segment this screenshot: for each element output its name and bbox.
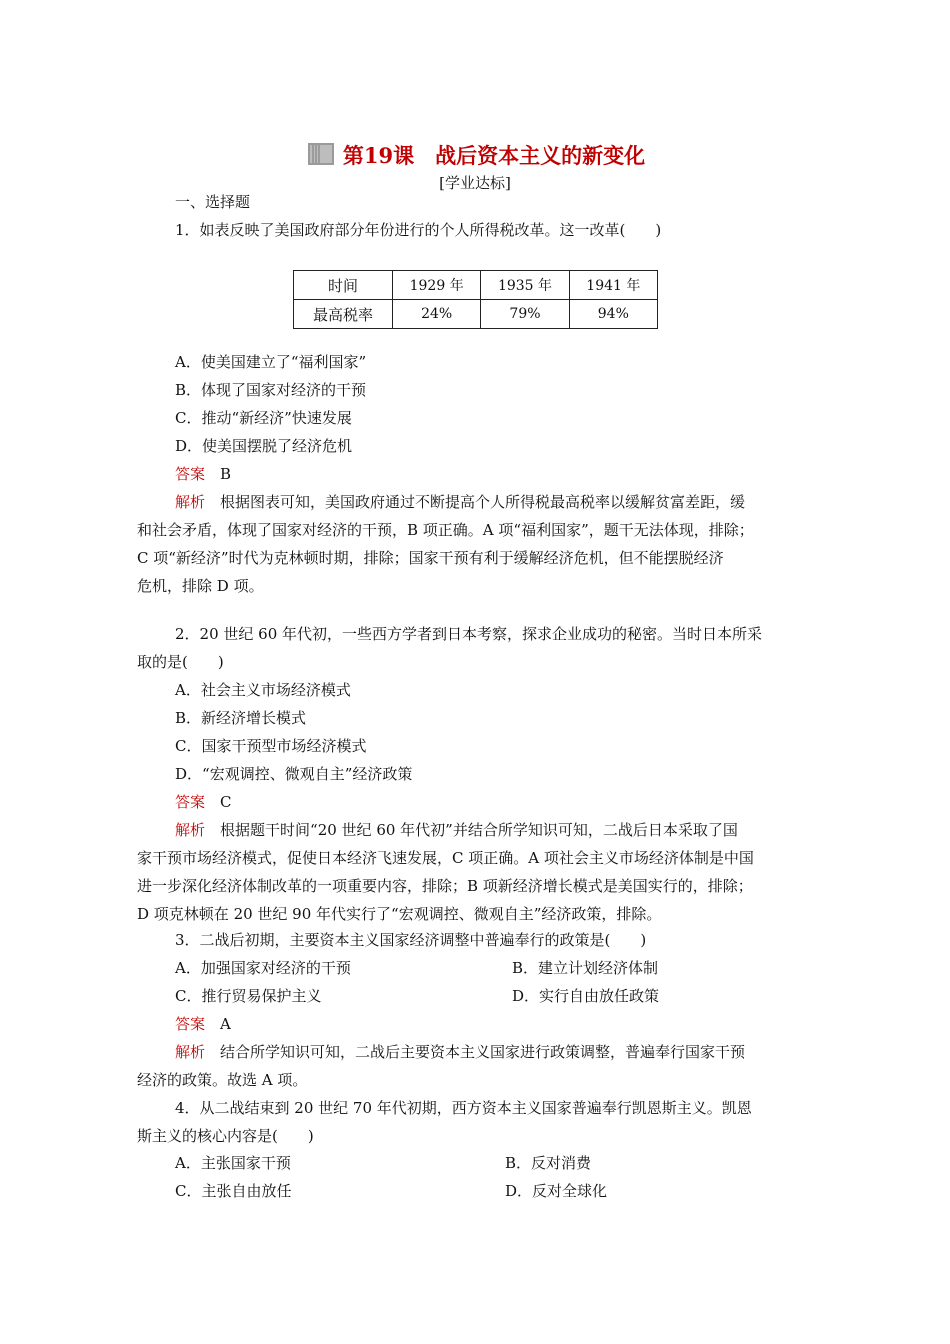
q1-analysis-line: 危机，排除 D 项。 [137, 577, 264, 595]
table-cell: 1935 年 [481, 271, 569, 300]
q3-answer [175, 1014, 231, 1034]
q4-option-b: B．反对消费 [505, 1154, 592, 1172]
q2-analysis-line: 家干预市场经济模式，促使日本经济飞速发展，C 项正确。A 项社会主义市场经济体制是中国 [137, 849, 754, 867]
q4-option-d: D．反对全球化 [505, 1182, 608, 1200]
q4-option-c: C．主张自由放任 [175, 1182, 292, 1200]
book-icon [305, 141, 337, 167]
lesson-title-text: 第19课 战后资本主义的新变化 [342, 143, 646, 168]
q2-analysis-line: 进一步深化经济体制改革的一项重要内容，排除；B 项新经济增长模式是美国实行的，排除； [137, 877, 753, 895]
q1-answer [175, 464, 231, 484]
analysis-text: 根据题干时间“20 世纪 60 年代初”并结合所学知识可知，二战后日本采取了国 [220, 821, 738, 839]
answer-value: B [220, 465, 232, 483]
q1-analysis-line [175, 492, 745, 512]
q3-option-b: B．建立计划经济体制 [512, 959, 659, 977]
tax-rate-table [293, 270, 658, 329]
q2-stem: 取的是( ) [137, 653, 224, 671]
answer-label: 答案 [175, 465, 206, 483]
q4-stem: 斯主义的核心内容是( ) [137, 1127, 314, 1145]
analysis-text: 结合所学知识可知，二战后主要资本主义国家进行政策调整，普遍奉行国家干预 [220, 1043, 746, 1061]
analysis-label: 解析 [175, 821, 206, 839]
q4-option-a: A．主张国家干预 [175, 1154, 291, 1172]
lesson-title [0, 140, 950, 170]
q3-analysis-line [175, 1042, 745, 1062]
table-cell: 1929 年 [393, 271, 481, 300]
table-cell: 79% [481, 300, 569, 329]
q3-option-a: A．加强国家对经济的干预 [175, 959, 351, 977]
q1-option-d: D．使美国摆脱了经济危机 [175, 437, 353, 455]
answer-value: A [220, 1015, 231, 1033]
q1-option-a: A．使美国建立了“福利国家” [175, 353, 367, 371]
table-cell: 1941 年 [569, 271, 657, 300]
subtitle: [学业达标] [439, 174, 511, 192]
section-heading: 一、选择题 [175, 193, 251, 211]
table-cell: 时间 [294, 271, 393, 300]
table-row [294, 271, 658, 300]
answer-label: 答案 [175, 793, 206, 811]
q1-stem: 1．如表反映了美国政府部分年份进行的个人所得税改革。这一改革( ) [175, 221, 662, 239]
analysis-label: 解析 [175, 1043, 206, 1061]
q2-option-c: C．国家干预型市场经济模式 [175, 737, 367, 755]
q1-option-c: C．推动“新经济”快速发展 [175, 409, 352, 427]
q2-analysis-line: D 项克林顿在 20 世纪 90 年代实行了“宏观调控、微观自主”经济政策，排除。 [137, 905, 662, 923]
q1-analysis-line: C 项“新经济”时代为克林顿时期，排除；国家干预有利于缓解经济危机，但不能摆脱经济 [137, 549, 724, 567]
answer-value: C [220, 793, 232, 811]
analysis-label: 解析 [175, 493, 206, 511]
answer-label: 答案 [175, 1015, 206, 1033]
q2-option-b: B．新经济增长模式 [175, 709, 307, 727]
q2-answer [175, 792, 232, 812]
q2-option-a: A．社会主义市场经济模式 [175, 681, 351, 699]
q4-stem: 4．从二战结束到 20 世纪 70 年代初期，西方资本主义国家普遍奉行凯恩斯主义。凯恩 [175, 1099, 752, 1117]
table-cell: 94% [569, 300, 657, 329]
q2-option-d: D．“宏观调控、微观自主”经济政策 [175, 765, 413, 783]
analysis-text: 根据图表可知，美国政府通过不断提高个人所得税最高税率以缓解贫富差距，缓 [220, 493, 746, 511]
table-cell: 24% [393, 300, 481, 329]
q3-option-c: C．推行贸易保护主义 [175, 987, 322, 1005]
q1-option-b: B．体现了国家对经济的干预 [175, 381, 367, 399]
q3-analysis-line: 经济的政策。故选 A 项。 [137, 1071, 308, 1089]
q2-analysis-line [175, 820, 738, 840]
q3-option-d: D．实行自由放任政策 [512, 987, 660, 1005]
q2-stem: 2．20 世纪 60 年代初，一些西方学者到日本考察，探求企业成功的秘密。当时日本所采 [175, 625, 763, 643]
table-row [294, 300, 658, 329]
q3-stem: 3．二战后初期，主要资本主义国家经济调整中普遍奉行的政策是( ) [175, 931, 647, 949]
table-cell: 最高税率 [294, 300, 393, 329]
q1-analysis-line: 和社会矛盾，体现了国家对经济的干预，B 项正确。A 项“福利国家”，题干无法体现，排除； [137, 521, 754, 539]
